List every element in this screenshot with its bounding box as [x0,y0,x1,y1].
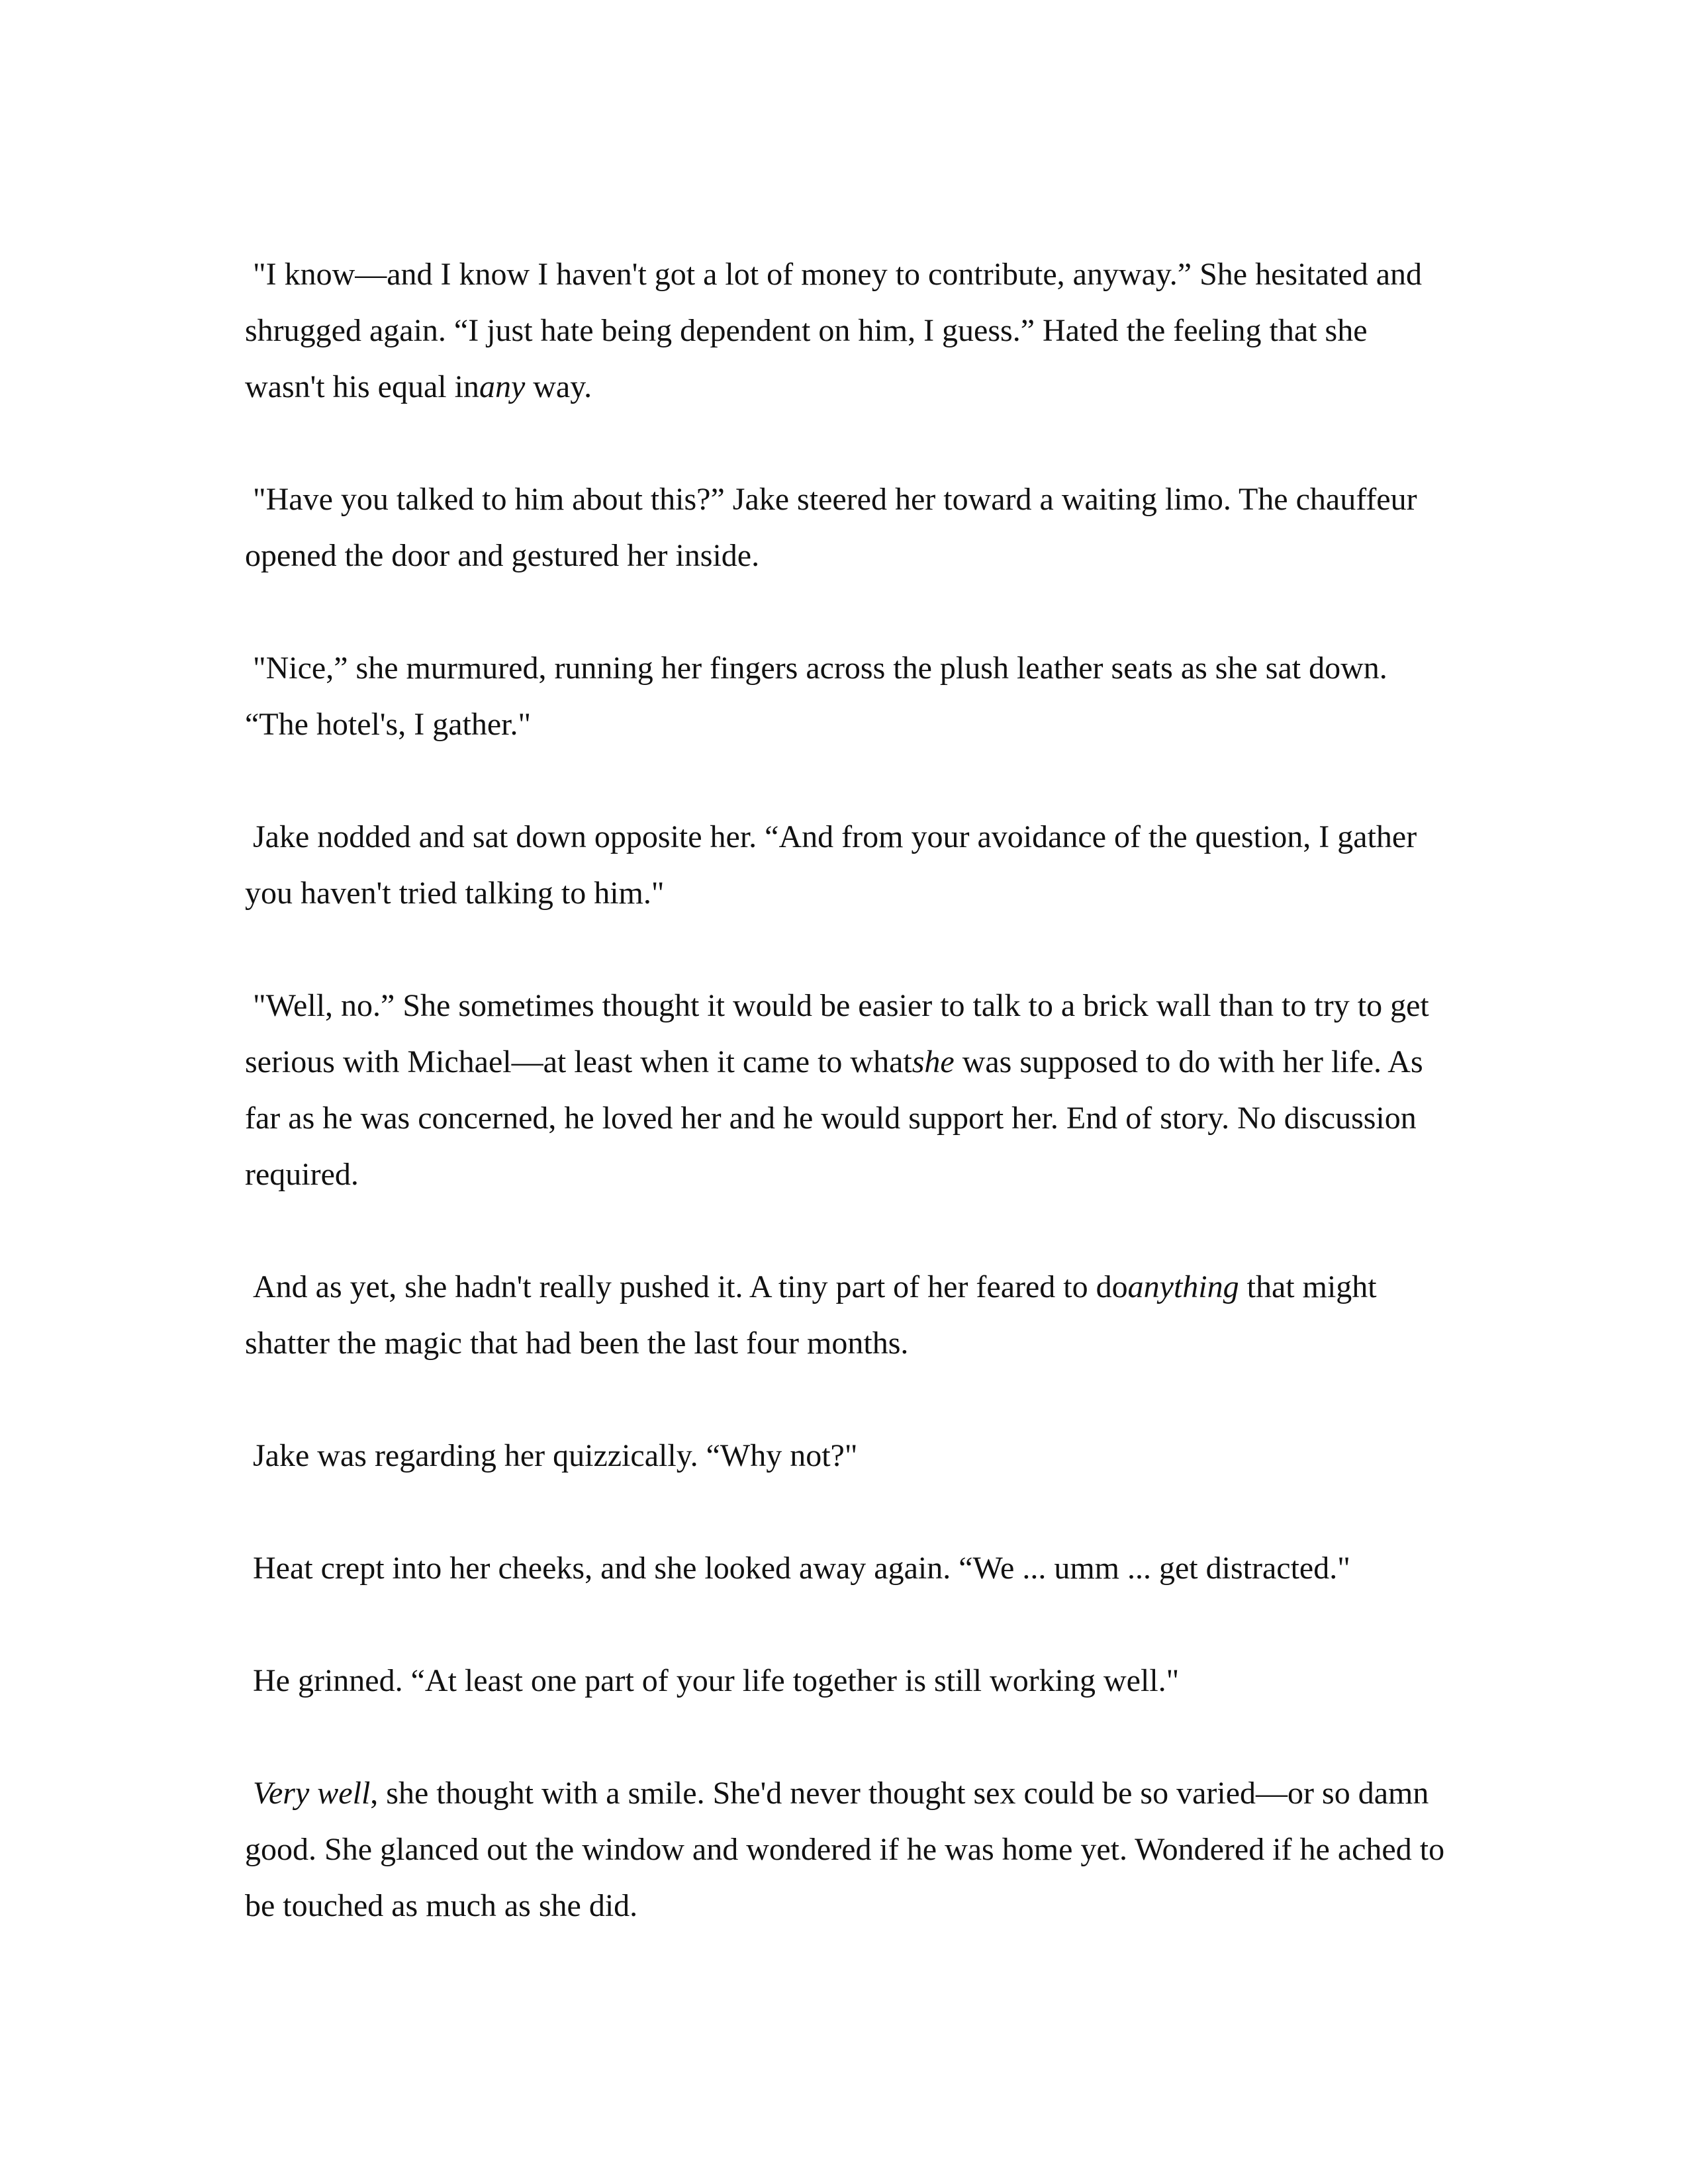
paragraph-2 [245,471,1450,584]
paragraph-text: "I know—and I know I haven't got a lot of money to contribute, anyway.” She hesitated and shrugged again. “I just hate being dependent on him, I guess.” Hated the feeling that she wasn't his equal in [245,257,1423,404]
paragraph-text: Jake was regarding her quizzically. “Why not?" [253,1438,858,1473]
paragraph-text: way. [525,369,592,404]
paragraph-text: "Nice,” she murmured, running her fingers across the plush leather seats as she sat down. “The hotel's, I gather." [245,651,1387,742]
paragraph-3 [245,640,1450,752]
paragraph-text: , she thought with a smile. She'd never thought sex could be so varied—or so damn good. She glanced out the window and wondered if he was home yet. Wondered if he ached to be touched as much as she did. [245,1776,1445,1923]
paragraph-text: that might shatter the magic that had been the last four months. [245,1269,1377,1361]
paragraph-text: "Well, no.” She sometimes thought it would be easier to talk to a brick wall than to try to get serious with Michael—at least when it came to what [245,988,1429,1079]
paragraph-text: Heat crept into her cheeks, and she looked away again. “We ... umm ... get distracted." [253,1551,1350,1586]
emphasis-text: Very well [253,1776,371,1811]
paragraph-5 [245,978,1450,1203]
paragraph-9 [245,1653,1450,1709]
paragraph-text: He grinned. “At least one part of your life together is still working well." [253,1663,1180,1698]
paragraph-4 [245,809,1450,921]
paragraph-7 [245,1428,1450,1484]
paragraph-6 [245,1259,1450,1371]
paragraph-text: was supposed to do with her life. As far as he was concerned, he loved her and he would support her. End of story. No discussion required. [245,1044,1423,1192]
paragraph-10 [245,1765,1450,1934]
paragraph-text: And as yet, she hadn't really pushed it. A tiny part of her feared to do [253,1269,1128,1304]
paragraph-text: Jake nodded and sat down opposite her. “And from your avoidance of the question, I gather you haven't tried talking to him." [245,819,1417,911]
emphasis-text: any [479,369,526,404]
body-text [245,246,1450,1934]
emphasis-text: anything [1127,1269,1239,1304]
emphasis-text: she [912,1044,955,1079]
paragraph-1 [245,246,1450,415]
paragraph-8 [245,1540,1450,1596]
paragraph-text: "Have you talked to him about this?” Jake steered her toward a waiting limo. The chauffeur opened the door and gestured her inside. [245,482,1417,573]
